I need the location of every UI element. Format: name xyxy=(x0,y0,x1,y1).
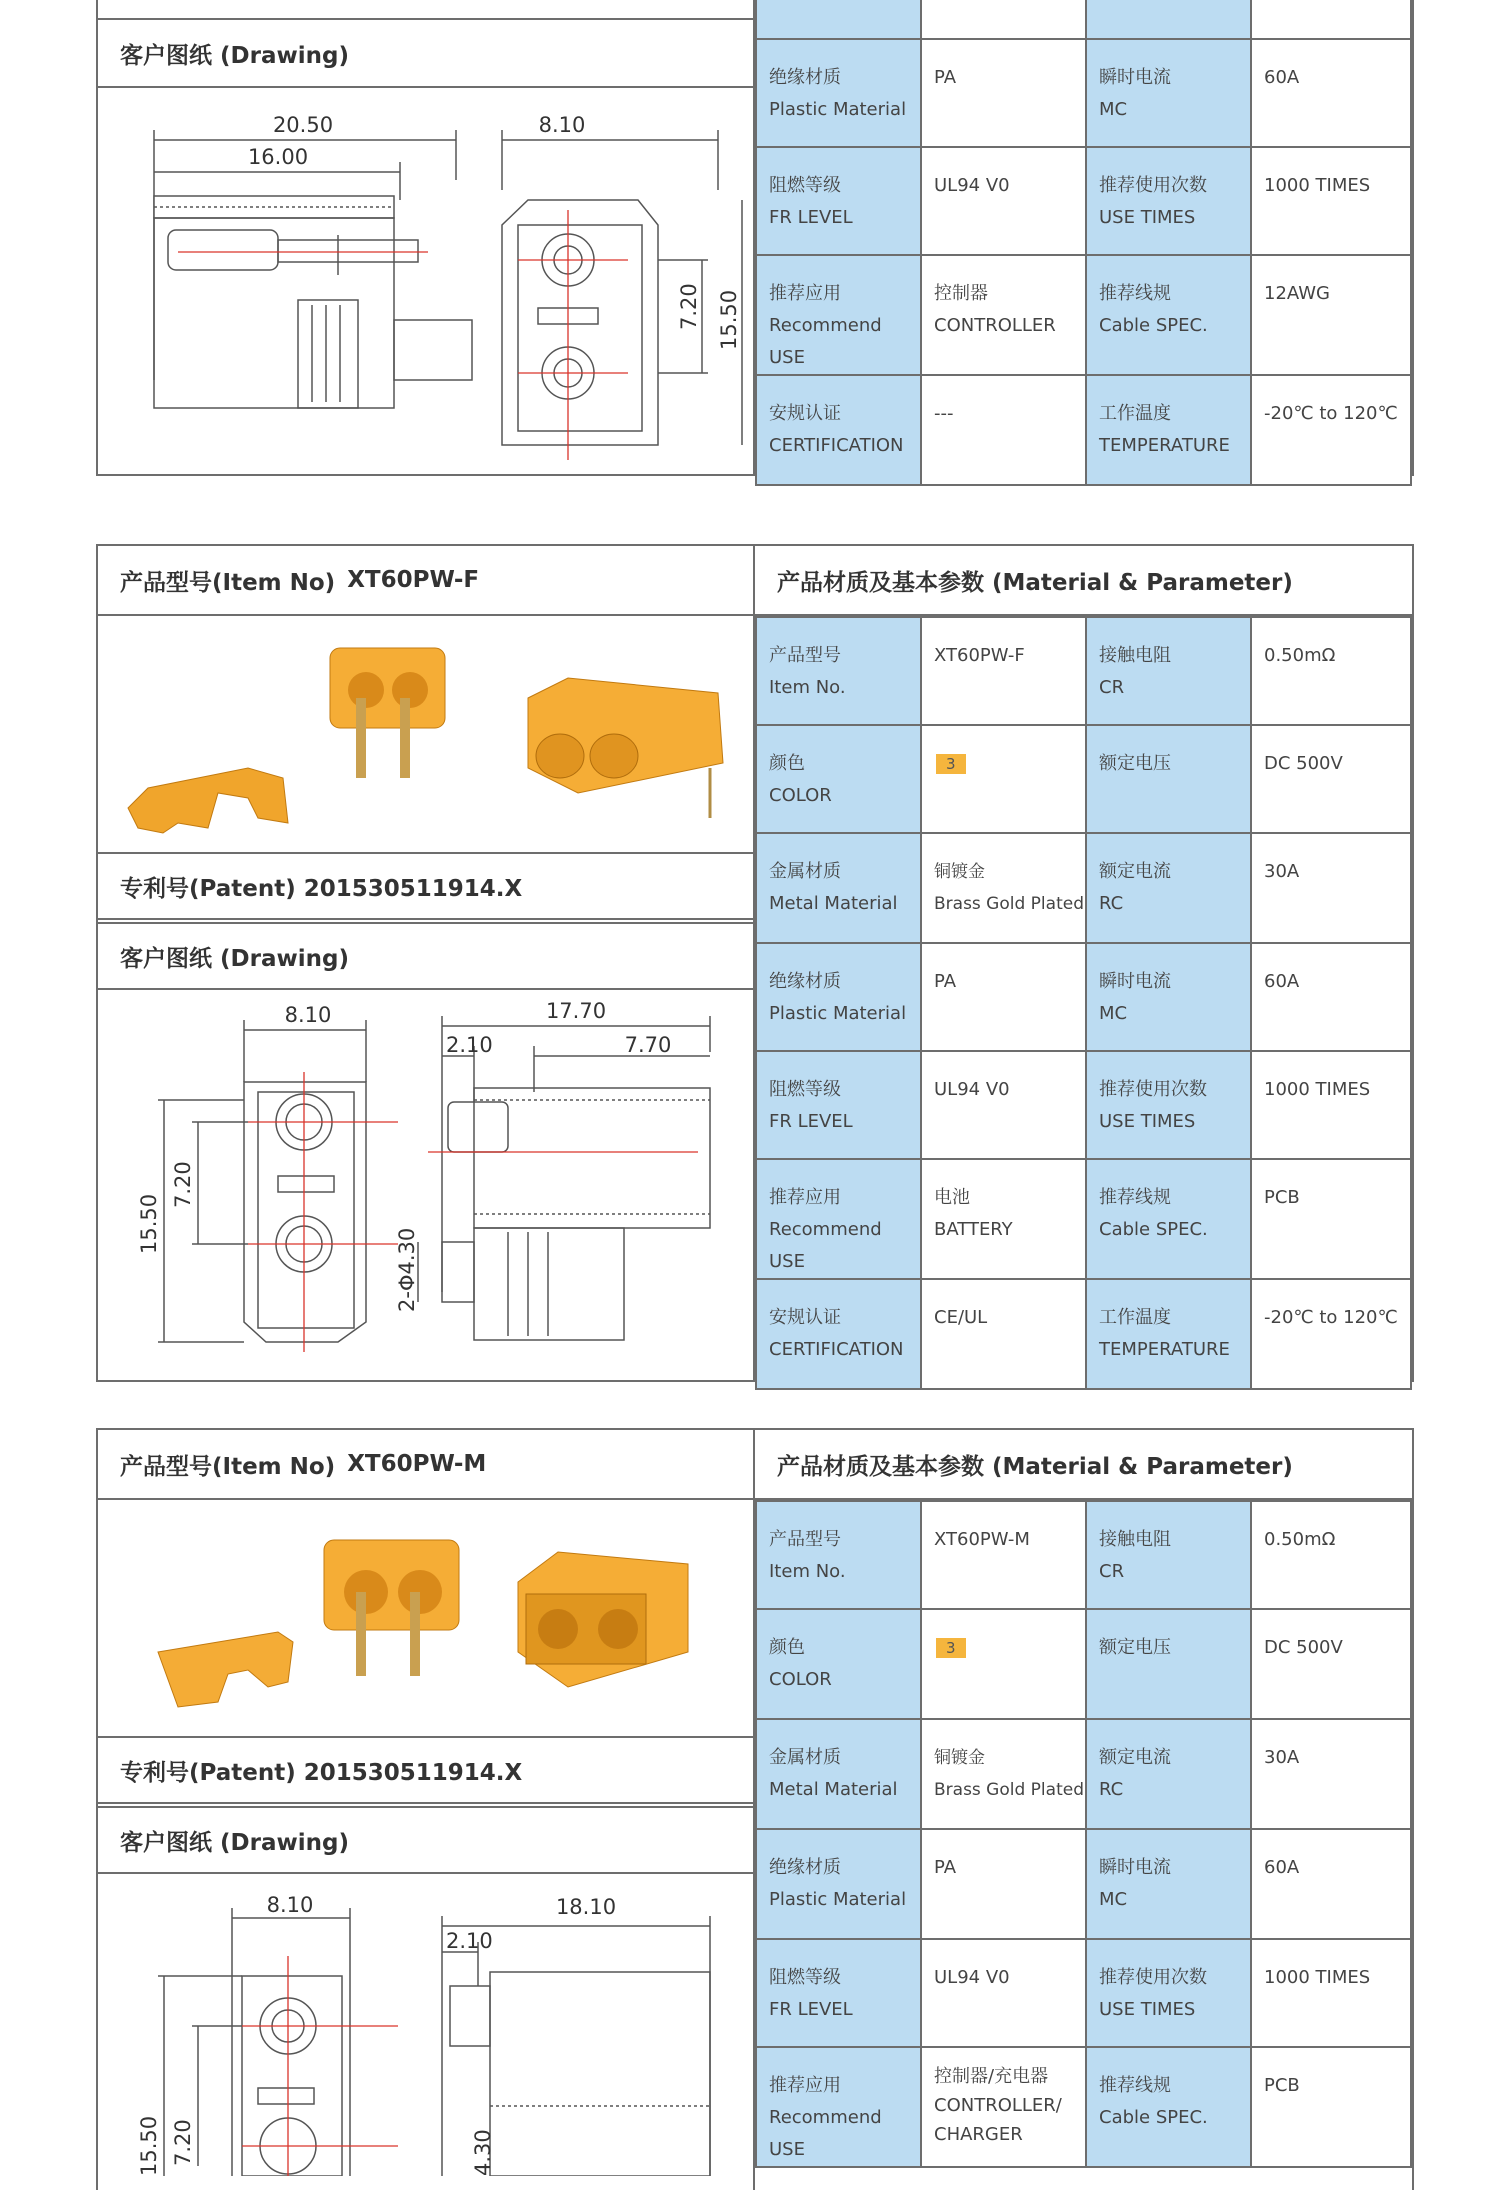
dim-hole: 4.30 xyxy=(471,2129,495,2176)
dim-length-total: 20.50 xyxy=(272,113,334,137)
dim-height: 15.50 xyxy=(137,2115,161,2176)
dim-length: 17.70 xyxy=(545,999,607,1023)
item-no: XT60PW-F xyxy=(347,567,480,593)
drawing-header-text: 客户图纸 (Drawing) xyxy=(120,945,349,972)
product-block-xt60pw-f xyxy=(96,544,1414,1382)
item-header xyxy=(98,546,753,616)
param-row: 推荐应用 Recommend USE 控制器/充电器 CONTROLLER/ CHARGER 推荐线规 Cable SPEC. PCB xyxy=(756,2047,1411,2167)
dim-width: 8.10 xyxy=(284,1003,332,1027)
param-row: 绝缘材质 Plastic Material PA 瞬时电流 MC 60A xyxy=(756,1829,1411,1939)
param-row: 绝缘材质 Plastic Material PA 瞬时电流 MC 60A xyxy=(756,39,1411,147)
dim-height: 15.50 xyxy=(137,1193,161,1254)
drawing-header xyxy=(98,922,753,990)
param-row: 阻燃等级 FR LEVEL UL94 V0 推荐使用次数 USE TIMES 1000 TIMES xyxy=(756,147,1411,255)
top-partial-block xyxy=(96,0,1414,476)
item-label: 产品型号(Item No) xyxy=(120,569,336,596)
dim-pitch: 7.20 xyxy=(677,283,701,330)
param-row: 安规认证 CERTIFICATION CE/UL 工作温度 TEMPERATURE -20℃ to 120℃ xyxy=(756,1279,1411,1389)
drawing-header-text: 客户图纸 (Drawing) xyxy=(120,42,349,69)
param-row: 推荐应用 Recommend USE 控制器 CONTROLLER 推荐线规 Cable SPEC. 12AWG xyxy=(756,255,1411,375)
item-header xyxy=(98,1430,753,1500)
dim-width: 8.10 xyxy=(538,113,586,137)
dim-hole: 2-Φ4.30 xyxy=(395,1227,419,1312)
patent-row xyxy=(98,1738,753,1804)
param-row: 阻燃等级 FR LEVEL UL94 V0 推荐使用次数 USE TIMES 1000 TIMES xyxy=(756,1939,1411,2047)
product-left-panel xyxy=(98,1430,755,2190)
param-row: 金属材质 Metal Material 铜镀金 Brass Gold Plated 额定电流 RC 30A xyxy=(756,1719,1411,1829)
param-table xyxy=(755,616,1412,1390)
param-header xyxy=(755,546,1412,616)
dim-offset: 2.10 xyxy=(446,1033,493,1057)
item-no: XT60PW-M xyxy=(347,1451,487,1477)
drawing-header-text: 客户图纸 (Drawing) xyxy=(120,1829,349,1856)
product-block-xt60pw-m xyxy=(96,1428,1414,2190)
dim-pitch: 7.20 xyxy=(171,1161,195,1208)
param-table xyxy=(755,1500,1412,2168)
product-photo xyxy=(98,1502,753,1734)
param-panel xyxy=(755,546,1412,1380)
param-row: 颜色 COLOR 3 额定电压 DC 500V xyxy=(756,1609,1411,1719)
drawing-f xyxy=(98,992,753,1378)
product-left-panel xyxy=(98,546,755,1380)
param-row: 阻燃等级 FR LEVEL UL94 V0 推荐使用次数 USE TIMES 1000 TIMES xyxy=(756,1051,1411,1159)
param-row: 金属材质 Metal Material 铜镀金 Brass Gold Plated 额定电流 RC 30A xyxy=(756,833,1411,943)
item-label: 产品型号(Item No) xyxy=(120,1453,336,1480)
top-left-panel xyxy=(98,0,755,474)
patent-text: 专利号(Patent) 201530511914.X xyxy=(120,1759,523,1786)
top-param-panel xyxy=(755,0,1412,474)
top-param-table xyxy=(755,0,1412,486)
param-header xyxy=(755,1430,1412,1500)
color-swatch: 3 xyxy=(936,1638,966,1658)
dim-body: 7.70 xyxy=(624,1033,672,1057)
param-row: 安规认证 CERTIFICATION --- 工作温度 TEMPERATURE -20℃ to 120℃ xyxy=(756,375,1411,485)
param-header-text: 产品材质及基本参数 (Material & Parameter) xyxy=(777,569,1293,596)
drawing-header xyxy=(98,20,753,88)
dim-length: 18.10 xyxy=(555,1895,617,1919)
dim-width: 8.10 xyxy=(266,1893,314,1917)
dim-pitch: 7.20 xyxy=(171,2119,195,2166)
param-row: 产品型号 Item No. XT60PW-M 接触电阻 CR 0.50mΩ xyxy=(756,1501,1411,1609)
product-photo xyxy=(98,618,753,850)
param-row: 推荐应用 Recommend USE 电池 BATTERY 推荐线规 Cable SPEC. PCB xyxy=(756,1159,1411,1279)
param-header-text: 产品材质及基本参数 (Material & Parameter) xyxy=(777,1453,1293,1480)
drawing-header xyxy=(98,1806,753,1874)
dim-offset: 2.10 xyxy=(446,1929,493,1953)
dim-height: 15.50 xyxy=(717,289,741,350)
drawing-top xyxy=(98,90,753,470)
patent-text: 专利号(Patent) 201530511914.X xyxy=(120,875,523,902)
param-panel xyxy=(755,1430,1412,2190)
color-swatch: 3 xyxy=(936,754,966,774)
param-row: 颜色 COLOR 3 额定电压 DC 500V xyxy=(756,725,1411,833)
drawing-m xyxy=(98,1876,753,2176)
patent-row xyxy=(98,854,753,920)
param-row: 产品型号 Item No. XT60PW-F 接触电阻 CR 0.50mΩ xyxy=(756,617,1411,725)
param-row: 绝缘材质 Plastic Material PA 瞬时电流 MC 60A xyxy=(756,943,1411,1051)
dim-length-inner: 16.00 xyxy=(247,145,309,169)
